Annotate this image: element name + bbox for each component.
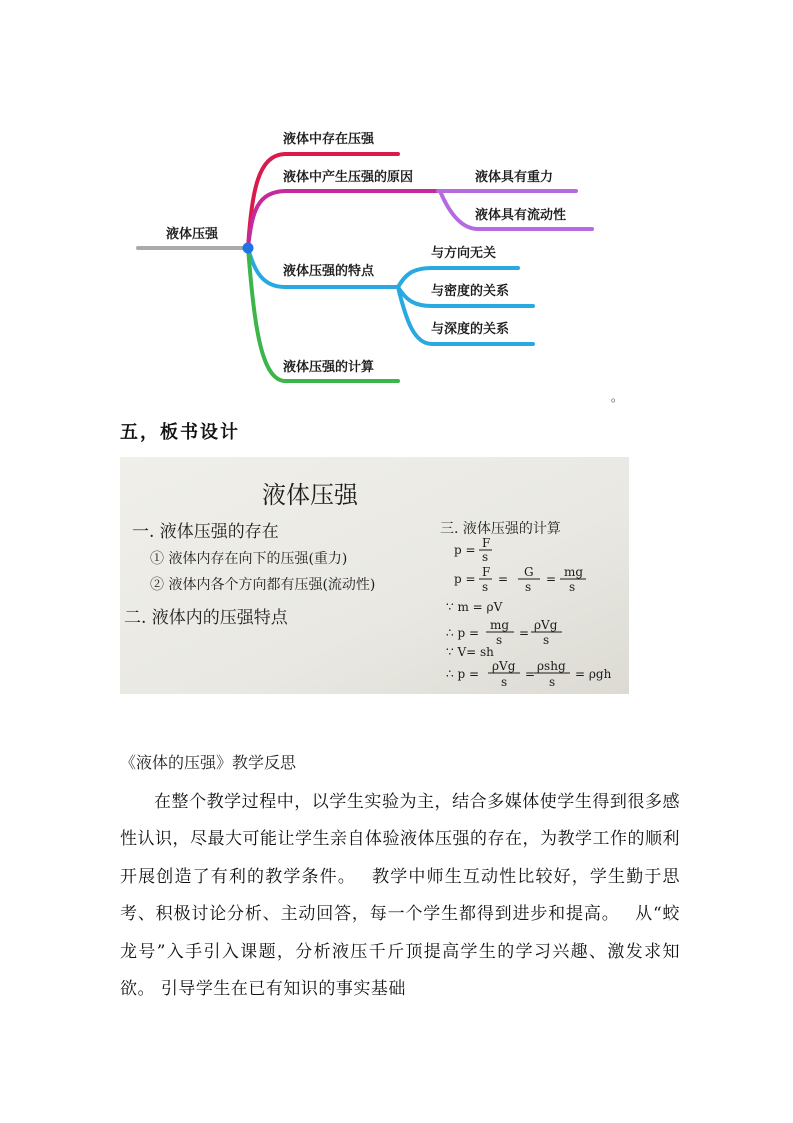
f2-den-a: s <box>482 580 489 594</box>
f2-den-b: s <box>525 580 532 594</box>
f2-num-b: G <box>524 565 534 579</box>
mind-map <box>0 0 793 410</box>
trailing-period: 。 <box>611 390 624 404</box>
root-node-dot <box>243 243 254 254</box>
branch-label-calculation: 液体压强的计算 <box>283 360 375 375</box>
sub-label-fluidity: 液体具有流动性 <box>475 208 567 223</box>
branch-label-exists: 液体中存在压强 <box>283 132 375 147</box>
board-left-line-4: 二. 液体内的压强特点 <box>124 608 288 628</box>
f4-num-b: ρVg <box>534 618 558 632</box>
board-left-line-2: ① 液体内存在向下的压强(重力) <box>150 551 348 567</box>
f6-num-b: ρshg <box>537 659 566 673</box>
branch-label-reason: 液体中产生压强的原因 <box>283 170 414 185</box>
f4-num-a: mg <box>490 618 510 632</box>
sub-label-direction: 与方向无关 <box>431 246 497 261</box>
blackboard-photo <box>120 457 629 694</box>
branch-label-features: 液体压强的特点 <box>283 264 375 279</box>
f2-lhs: p = <box>454 572 476 586</box>
f4-den-b: s <box>543 633 550 647</box>
f2-den-c: s <box>569 580 576 594</box>
board-title: 液体压强 <box>262 481 358 509</box>
branch-line-exists <box>248 154 398 248</box>
sub-label-gravity: 液体具有重力 <box>475 170 554 185</box>
f1-den: s <box>482 550 489 564</box>
board-left-line-3: ② 液体内各个方向都有压强(流动性) <box>150 577 376 593</box>
board-left-line-1: 一. 液体压强的存在 <box>132 522 279 542</box>
reflection-title: 《液体的压强》教学反思 <box>120 753 297 772</box>
f4-den-a: s <box>496 633 503 647</box>
f6-eq2: = ρgh <box>575 667 612 681</box>
sub-label-depth: 与深度的关系 <box>431 322 510 337</box>
f2-eq2: = <box>546 572 557 586</box>
f1-num: F <box>482 536 491 550</box>
f1-lhs: p = <box>454 543 476 557</box>
f4-eq: = <box>519 626 530 640</box>
f2-num-a: F <box>482 565 491 579</box>
f6-eq1: = <box>525 667 536 681</box>
f6-den-b: s <box>549 675 556 689</box>
root-label: 液体压强 <box>166 227 219 242</box>
formula-5: ∵ V= sh <box>446 645 494 659</box>
board-right-heading: 三. 液体压强的计算 <box>440 521 561 537</box>
formula-3: ∵ m = ρV <box>446 600 503 614</box>
sub-label-density: 与密度的关系 <box>431 284 510 299</box>
f2-num-c: mg <box>564 565 584 579</box>
f6-den-a: s <box>501 675 508 689</box>
f4-lhs: ∴ p = <box>446 626 479 640</box>
f6-num-a: ρVg <box>492 659 516 673</box>
f6-lhs: ∴ p = <box>446 667 479 681</box>
f2-eq1: = <box>498 572 509 586</box>
reflection-paragraph: 在整个教学过程中，以学生实验为主，结合多媒体使学生得到很多感性认识，尽最大可能让学生亲自体验液体压强的存在，为教学工作的顺利开展创造了有利的教学条件。 教学中师生互动性比较好，学生勤于思考、积极讨论分析、主动回答，每一个学生都得到进步和提高。 从“蛟龙号”入手引入课题，分析液压千斤顶提高学生的学习兴趣、激发求知欲。 引导学生在已有知识的事实基础 <box>120 792 680 1000</box>
section-heading: 五，板书设计 <box>120 422 240 443</box>
branch-line-reason <box>248 191 440 248</box>
